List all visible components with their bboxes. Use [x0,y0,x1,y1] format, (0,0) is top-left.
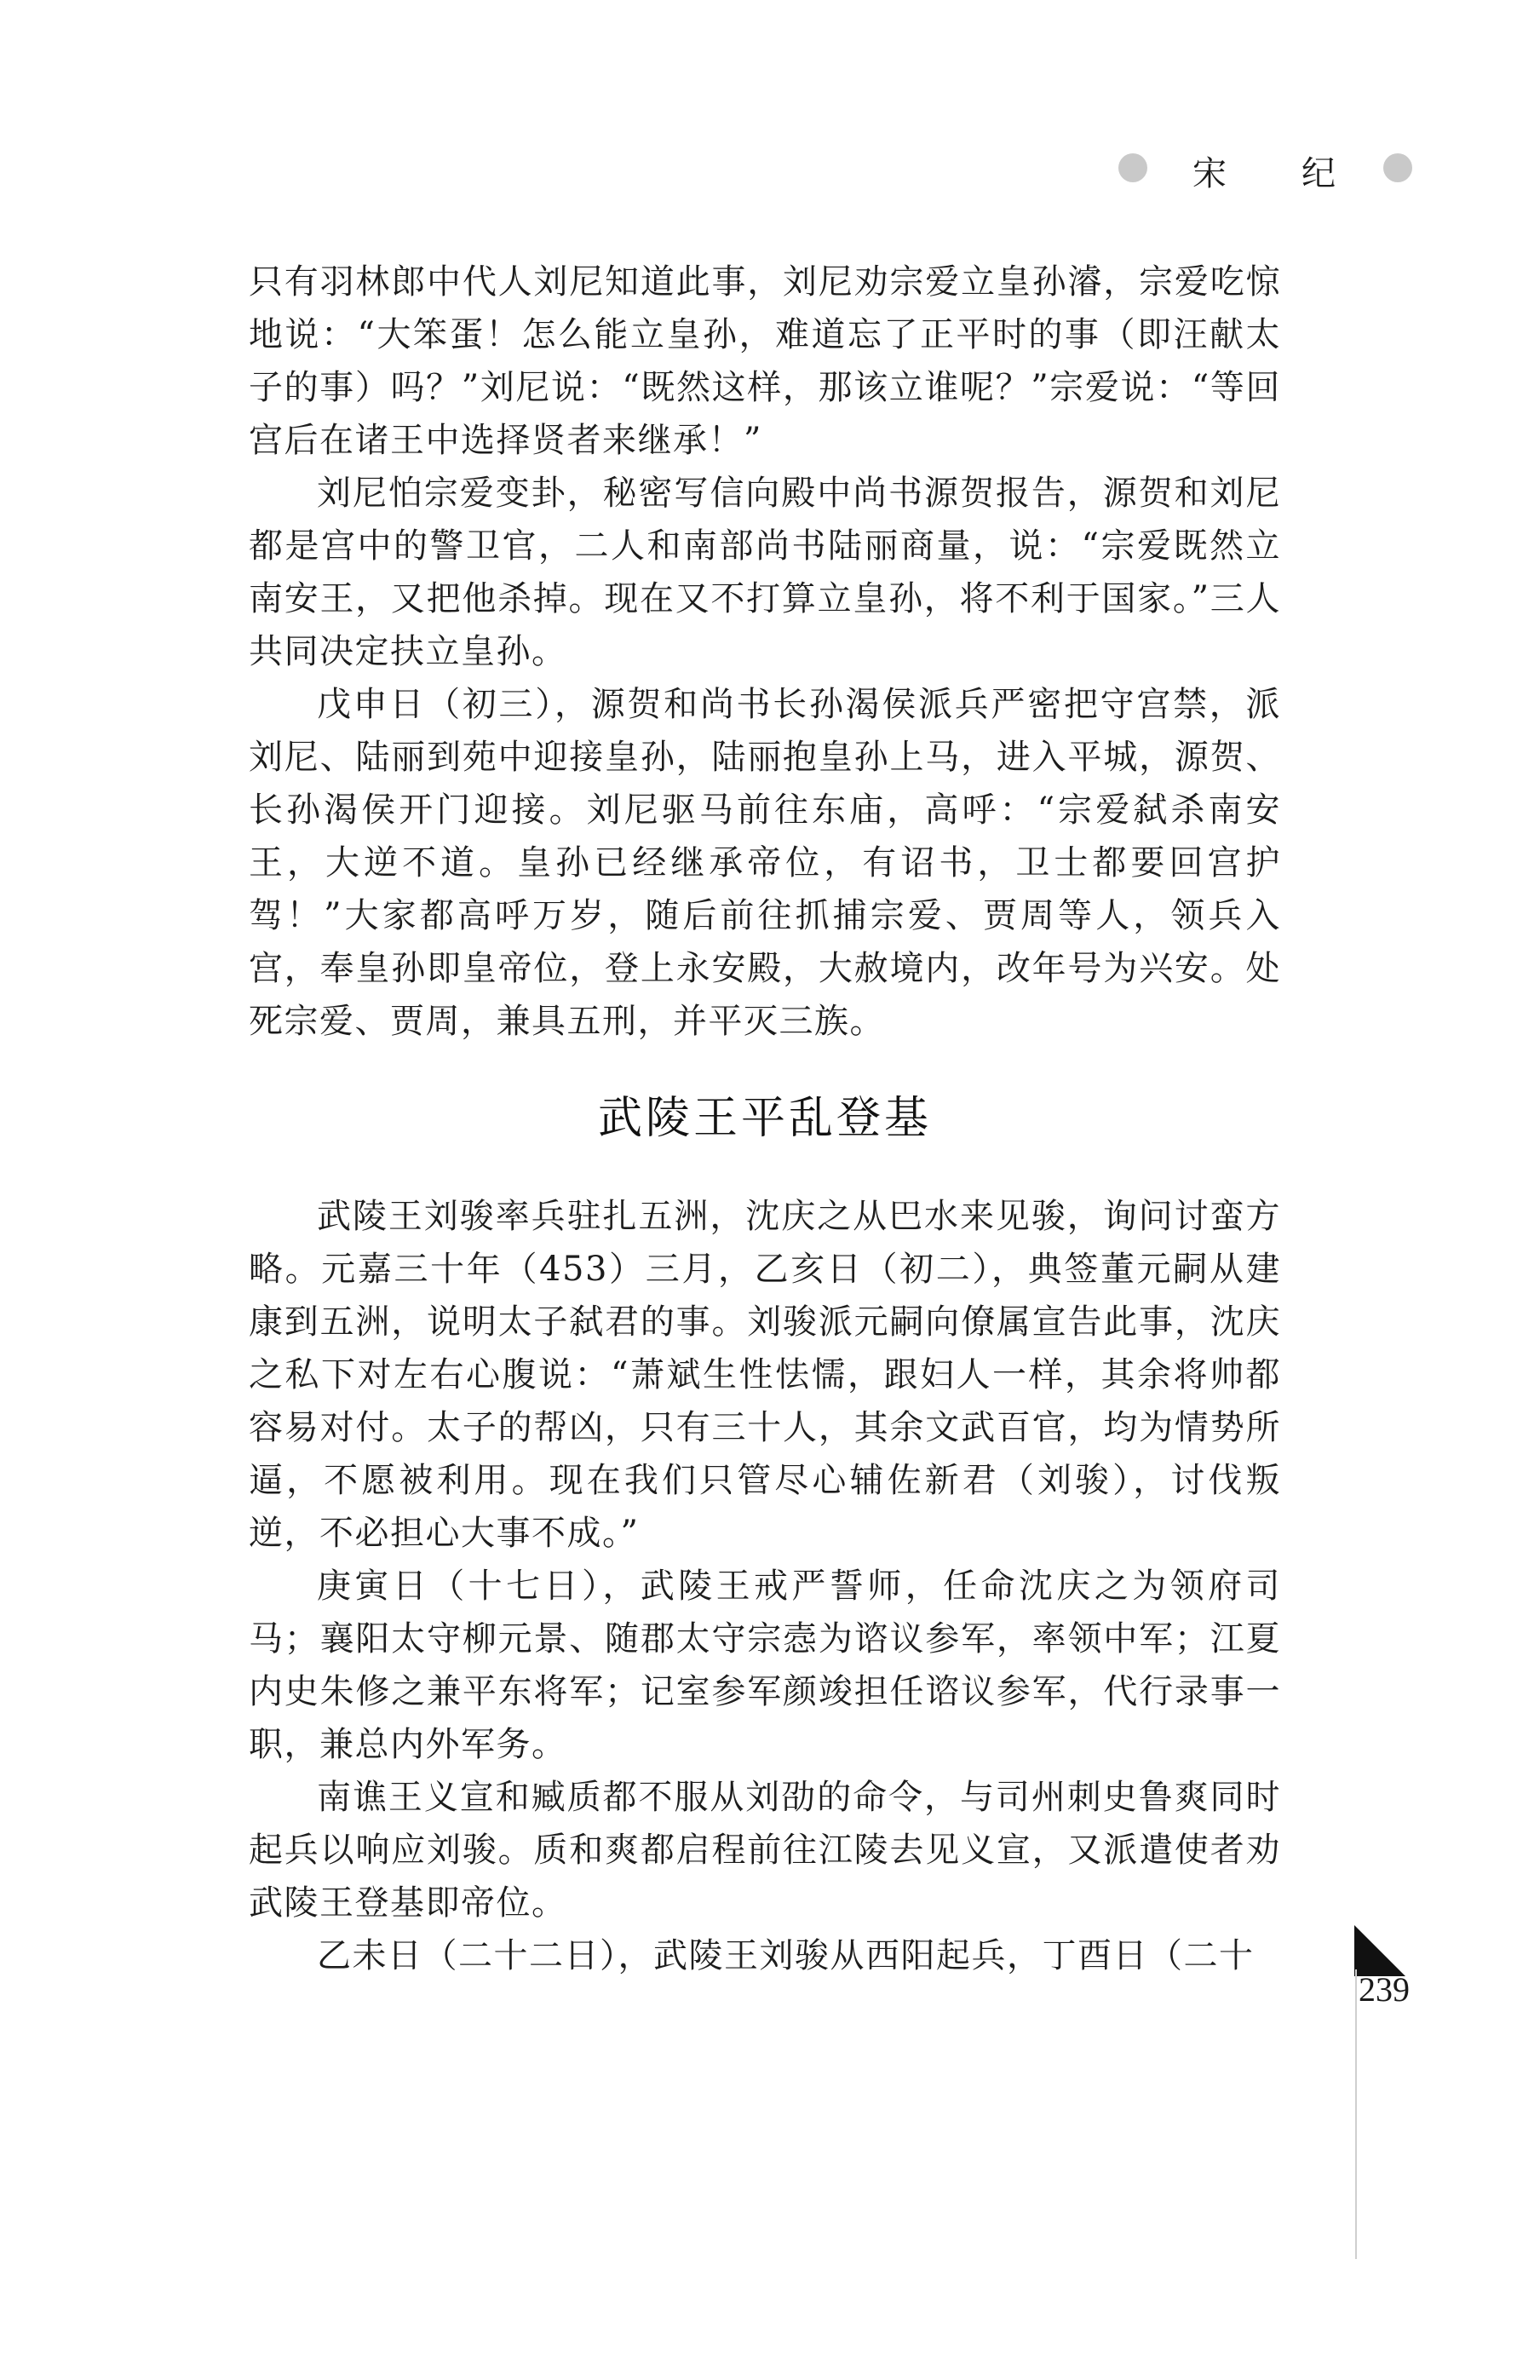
paragraph: 乙未日（二十二日），武陵王刘骏从西阳起兵，丁酉日（二十 [317,1936,1255,1975]
paragraph: 戊申日（初三），源贺和尚书长孙渴侯派兵严密把守宫禁，派刘尼、陆丽到苑中迎接皇孙，陆丽抱皇孙上马，进入平城，源贺、长孙渴侯开门迎接。刘尼驱马前往东庙，高呼：“宗爱弑杀南安王，大逆不道。皇孙已经继承帝位，有诏书，卫士都要回宫护驾！”大家都高呼万岁，随后前往抓捕宗爱、贾周等人，领兵入宫，奉皇孙即皇帝位，登上永安殿，大赦境内，改年号为兴安。处死宗爱、贾周，兼具五刑，并平灭三族。 [249,685,1281,1041]
running-header [0,143,1540,203]
margin-rule [1355,1969,1357,2259]
paragraph: 庚寅日（十七日），武陵王戒严誓师，任命沈庆之为领府司马；襄阳太守柳元景、随郡太守宗悫为谘议参军，率领中军；江夏内史朱修之兼平东将军；记室参军颜竣担任谘议参军，代行录事一职，兼总内外军务。 [249,1567,1281,1764]
section-heading: 武陵王平乱登基 [597,1093,932,1144]
paragraph: 武陵王刘骏率兵驻扎五洲，沈庆之从巴水来见骏，询问讨蛮方略。元嘉三十年（453）三月，乙亥日（初二），典签董元嗣从建康到五洲，说明太子弑君的事。刘骏派元嗣向僚属宣告此事，沈庆之私下对左右心腹说：“萧斌生性怯懦，跟妇人一样，其余将帅都容易对付。太子的帮凶，只有三十人，其余文武百官，均为情势所逼，不愿被利用。现在我们只管尽心辅佐新君（刘骏），讨伐叛逆，不必担心大事不成。” [249,1197,1281,1553]
paragraph: 刘尼怕宗爱变卦，秘密写信向殿中尚书源贺报告，源贺和刘尼都是宫中的警卫官，二人和南部尚书陆丽商量，说：“宗爱既然立南安王，又把他杀掉。现在又不打算立皇孙，将不利于国家。”三人共同决定扶立皇孙。 [249,474,1281,671]
paragraph: 南谯王义宣和臧质都不服从刘劭的命令，与司州刺史鲁爽同时起兵以响应刘骏。质和爽都启程前往江陵去见义宣，又派遣使者劝武陵王登基即帝位。 [249,1778,1281,1923]
running-title-char-1: 宋 [1192,154,1227,193]
paragraph: 只有羽林郎中代人刘尼知道此事，刘尼劝宗爱立皇孙濬，宗爱吃惊地说：“大笨蛋！怎么能立皇孙，难道忘了正平时的事（即汪献太子的事）吗？”刘尼说：“既然这样，那该立谁呢？”宗爱说：“等回宫后在诸王中选择贤者来继承！” [249,262,1281,460]
header-dot-left-icon [1118,153,1147,182]
page-number: 239 [1359,1970,1410,2009]
header-dot-right-icon [1383,153,1412,182]
corner-triangle-icon [1354,1925,1405,1976]
running-title-char-2: 纪 [1302,154,1336,193]
page-body [249,256,1281,1982]
